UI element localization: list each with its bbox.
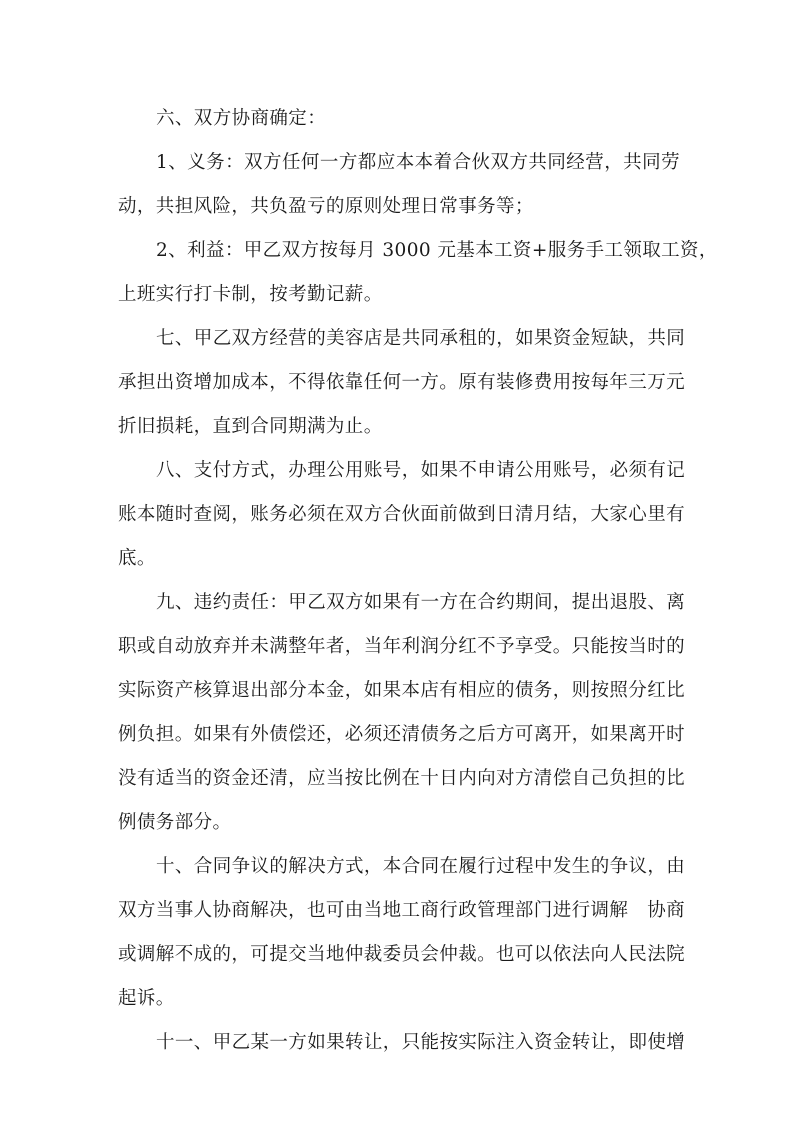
- clause-8-line-1: 八、支付方式，办理公用账号，如果不申请公用账号，必须有记: [156, 460, 686, 481]
- clause-10-line-2: 双方当事人协商解决，也可由当地工商行政管理部门进行调解 协商: [118, 900, 686, 921]
- clause-9-line-3: 实际资产核算退出部分本金，如果本店有相应的债务，则按照分红比: [118, 680, 686, 701]
- clause-9-line-1: 九、违约责任：甲乙双方如果有一方在合约期间，提出退股、离: [156, 592, 686, 613]
- clause-6-2-line-1: 2、利益：甲乙双方按每月 3000 元基本工资+服务手工领取工资，: [156, 240, 718, 261]
- clause-9-line-6: 例债务部分。: [118, 812, 232, 833]
- clause-10-line-4: 起诉。: [118, 988, 175, 1009]
- clause-8-line-2: 账本随时查阅，账务必须在双方合伙面前做到日清月结，大家心里有: [118, 504, 686, 525]
- clause-8-line-3: 底。: [118, 548, 156, 569]
- clause-9-line-4: 例负担。如果有外债偿还，必须还清债务之后方可离开，如果离开时: [118, 724, 686, 745]
- clause-6-1-line-2: 动，共担风险，共负盈亏的原则处理日常事务等；: [118, 196, 534, 217]
- clause-6-2-line-2: 上班实行打卡制，按考勤记薪。: [118, 284, 383, 305]
- clause-7-line-1: 七、甲乙双方经营的美容店是共同承租的，如果资金短缺，共同: [156, 328, 686, 349]
- clause-6-1-line-1: 1、义务：双方任何一方都应本本着合伙双方共同经营，共同劳: [156, 152, 680, 173]
- clause-9-line-2: 职或自动放弃并未满整年者，当年利润分红不予享受。只能按当时的: [118, 636, 686, 657]
- clause-9-line-5: 没有适当的资金还清，应当按比例在十日内向对方清偿自己负担的比: [118, 768, 686, 789]
- clause-7-line-3: 折旧损耗，直到合同期满为止。: [118, 416, 383, 437]
- clause-11-line-1: 十一、甲乙某一方如果转让，只能按实际注入资金转让，即使增: [156, 1032, 686, 1053]
- clause-10-line-3: 或调解不成的，可提交当地仲裁委员会仲裁。也可以依法向人民法院: [118, 944, 686, 965]
- clause-7-line-2: 承担出资增加成本，不得依靠任何一方。原有装修费用按每年三万元: [118, 372, 686, 393]
- clause-6-heading: 六、双方协商确定：: [156, 108, 327, 129]
- clause-10-line-1: 十、合同争议的解决方式，本合同在履行过程中发生的争议，由: [156, 856, 686, 877]
